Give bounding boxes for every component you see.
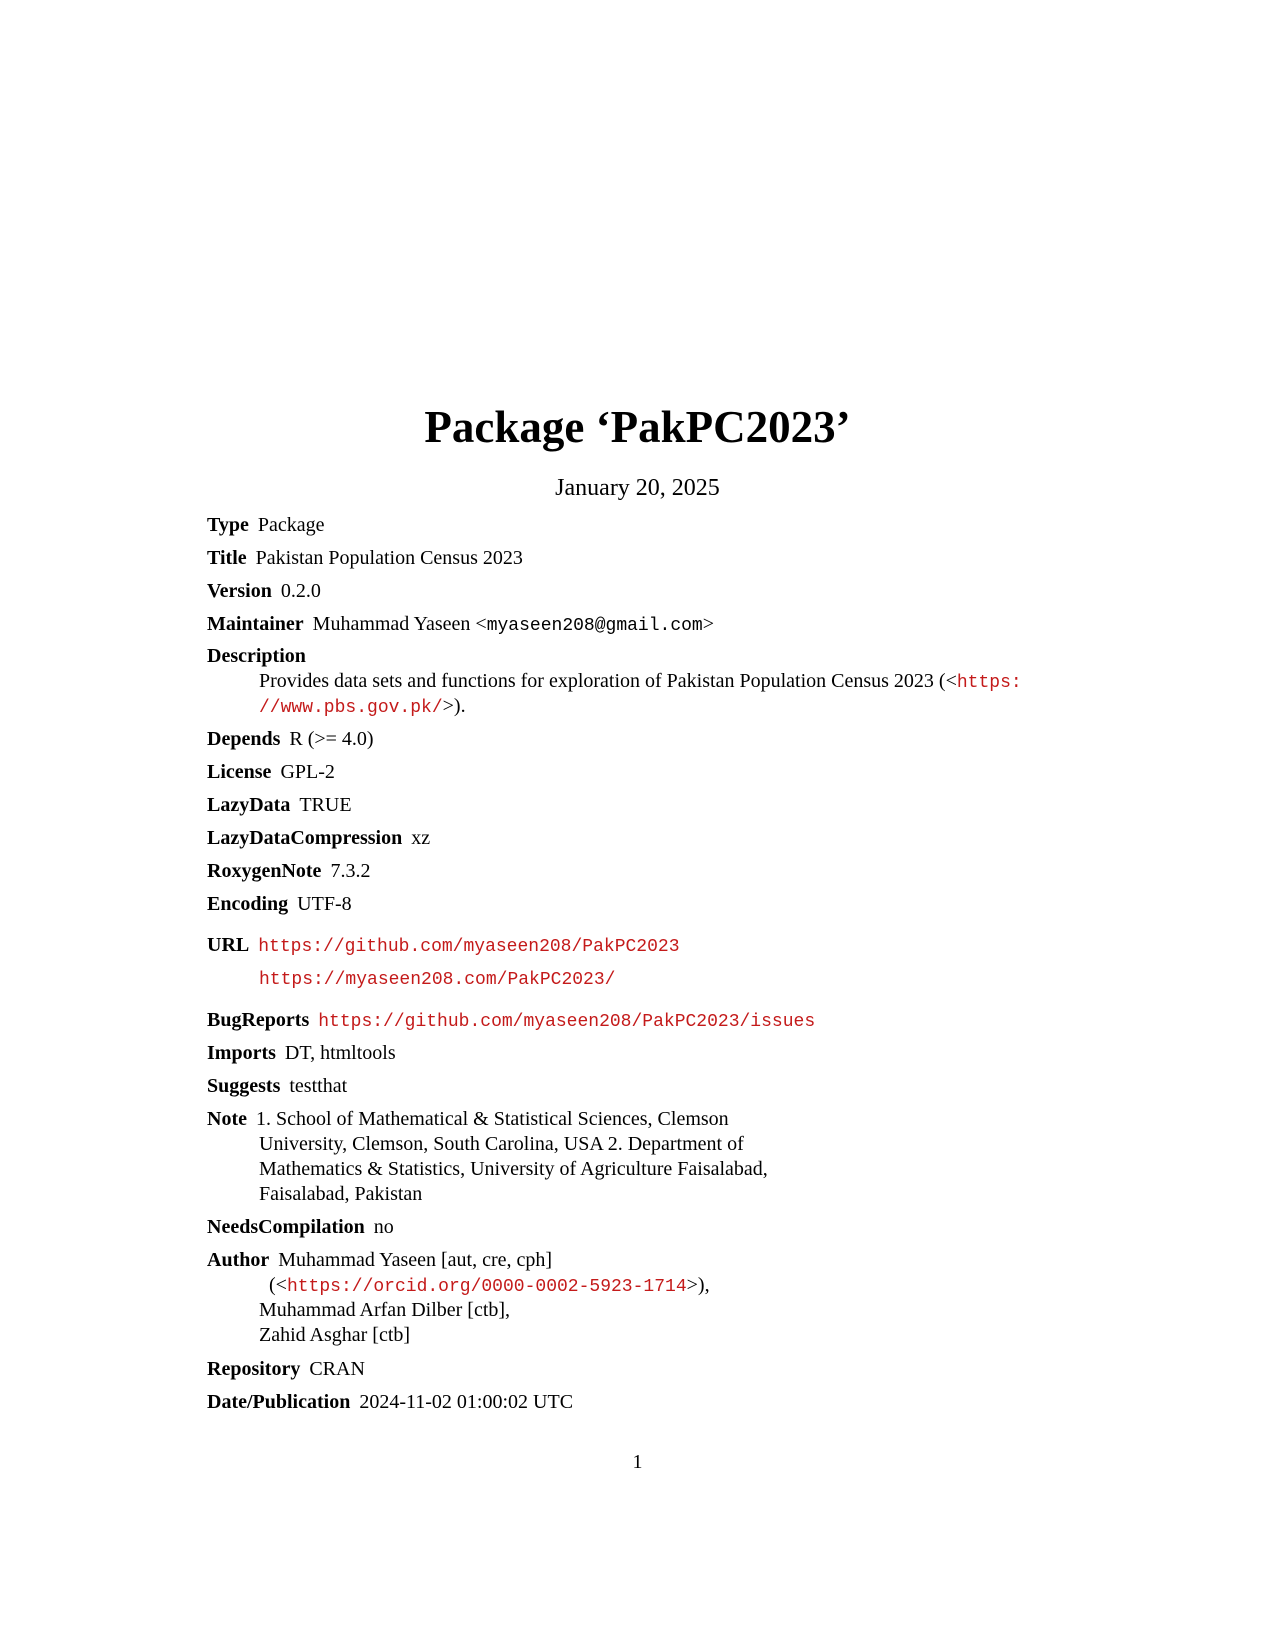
field-key: BugReports xyxy=(207,1009,310,1031)
field-depends xyxy=(207,727,374,752)
field-key: Version xyxy=(207,580,272,602)
field-lazydata xyxy=(207,793,352,818)
url-link[interactable]: https://github.com/myaseen208/PakPC2023 xyxy=(258,937,680,957)
field-repository xyxy=(207,1357,365,1382)
field-author xyxy=(207,1248,552,1273)
field-value: 7.3.2 xyxy=(330,860,371,882)
field-suggests xyxy=(207,1074,347,1099)
field-lazydatacompression xyxy=(207,826,430,851)
field-title xyxy=(207,546,523,571)
field-note xyxy=(207,1107,729,1132)
field-key: RoxygenNote xyxy=(207,860,322,882)
field-encoding xyxy=(207,892,352,917)
maintainer-name: Muhammad Yaseen xyxy=(312,613,471,635)
field-version xyxy=(207,579,321,604)
author-line: Muhammad Arfan Dilber [ctb], xyxy=(259,1299,511,1321)
field-key: NeedsCompilation xyxy=(207,1216,365,1238)
field-datepublication xyxy=(207,1390,573,1415)
page-number: 1 xyxy=(632,1451,643,1473)
field-value: Pakistan Population Census 2023 xyxy=(255,547,523,569)
maintainer-gt: > xyxy=(702,613,715,635)
field-needscompilation xyxy=(207,1215,394,1240)
field-value: Package xyxy=(257,514,325,536)
note-line: Faisalabad, Pakistan xyxy=(259,1183,423,1205)
field-key: Type xyxy=(207,514,249,536)
field-value: CRAN xyxy=(309,1358,365,1380)
field-key: Note xyxy=(207,1108,247,1130)
description-link[interactable]: //www.pbs.gov.pk/ xyxy=(259,698,443,718)
field-key: Author xyxy=(207,1249,270,1271)
url-link[interactable]: https://myaseen208.com/PakPC2023/ xyxy=(259,970,616,990)
description-line-1 xyxy=(259,669,1022,696)
author-line: Zahid Asghar [ctb] xyxy=(259,1324,411,1346)
field-value: TRUE xyxy=(299,794,352,816)
orcid-close: >), xyxy=(686,1274,710,1296)
url-line-2 xyxy=(259,966,615,993)
field-value: UTF-8 xyxy=(297,893,352,915)
field-value: testthat xyxy=(289,1075,348,1097)
field-value: no xyxy=(373,1216,394,1238)
description-line-2 xyxy=(259,694,466,721)
field-key: Title xyxy=(207,547,247,569)
description-link[interactable]: https: xyxy=(956,673,1022,693)
author-orcid-line xyxy=(269,1273,710,1300)
field-value: R (>= 4.0) xyxy=(289,728,374,750)
field-license xyxy=(207,760,335,785)
field-value: GPL-2 xyxy=(280,761,335,783)
note-line: University, Clemson, South Carolina, USA 2. Department of xyxy=(259,1133,744,1155)
field-description xyxy=(207,644,315,669)
field-key: LazyData xyxy=(207,794,291,816)
field-key: Description xyxy=(207,645,306,667)
field-key: License xyxy=(207,761,272,783)
field-roxygennote xyxy=(207,859,370,884)
field-key: Maintainer xyxy=(207,613,304,635)
field-key: Imports xyxy=(207,1042,276,1064)
note-line: 1. School of Mathematical & Statistical Sciences, Clemson xyxy=(255,1108,729,1130)
orcid-link[interactable]: https://orcid.org/0000-0002-5923-1714 xyxy=(286,1277,687,1297)
field-value: xz xyxy=(411,827,431,849)
field-key: Encoding xyxy=(207,893,289,915)
field-key: Date/Publication xyxy=(207,1391,351,1413)
author-line: Muhammad Yaseen [aut, cre, cph] xyxy=(278,1249,553,1271)
field-type xyxy=(207,513,325,538)
note-line: Mathematics & Statistics, University of Agriculture Faisalabad, xyxy=(259,1158,768,1180)
description-text: >). xyxy=(442,695,466,717)
description-text: Provides data sets and functions for exploration of Pakistan Population Census 2023 (< xyxy=(259,670,957,692)
orcid-open: (< xyxy=(269,1274,287,1296)
field-key: Depends xyxy=(207,728,281,750)
field-key: Repository xyxy=(207,1358,301,1380)
field-imports xyxy=(207,1041,396,1066)
field-url xyxy=(207,933,680,960)
field-key: Suggests xyxy=(207,1075,281,1097)
package-date: January 20, 2025 xyxy=(555,475,720,501)
field-maintainer xyxy=(207,612,714,639)
package-title: Package ‘PakPC2023’ xyxy=(424,402,851,452)
field-value: DT, htmltools xyxy=(284,1042,396,1064)
maintainer-email: myaseen208@gmail.com xyxy=(486,616,703,636)
field-key: URL xyxy=(207,934,250,956)
field-value: 0.2.0 xyxy=(280,580,321,602)
maintainer-lt: < xyxy=(475,613,487,635)
bugreports-link[interactable]: https://github.com/myaseen208/PakPC2023/issues xyxy=(318,1012,816,1032)
field-bugreports xyxy=(207,1008,815,1035)
field-value: 2024-11-02 01:00:02 UTC xyxy=(359,1391,574,1413)
field-key: LazyDataCompression xyxy=(207,827,403,849)
